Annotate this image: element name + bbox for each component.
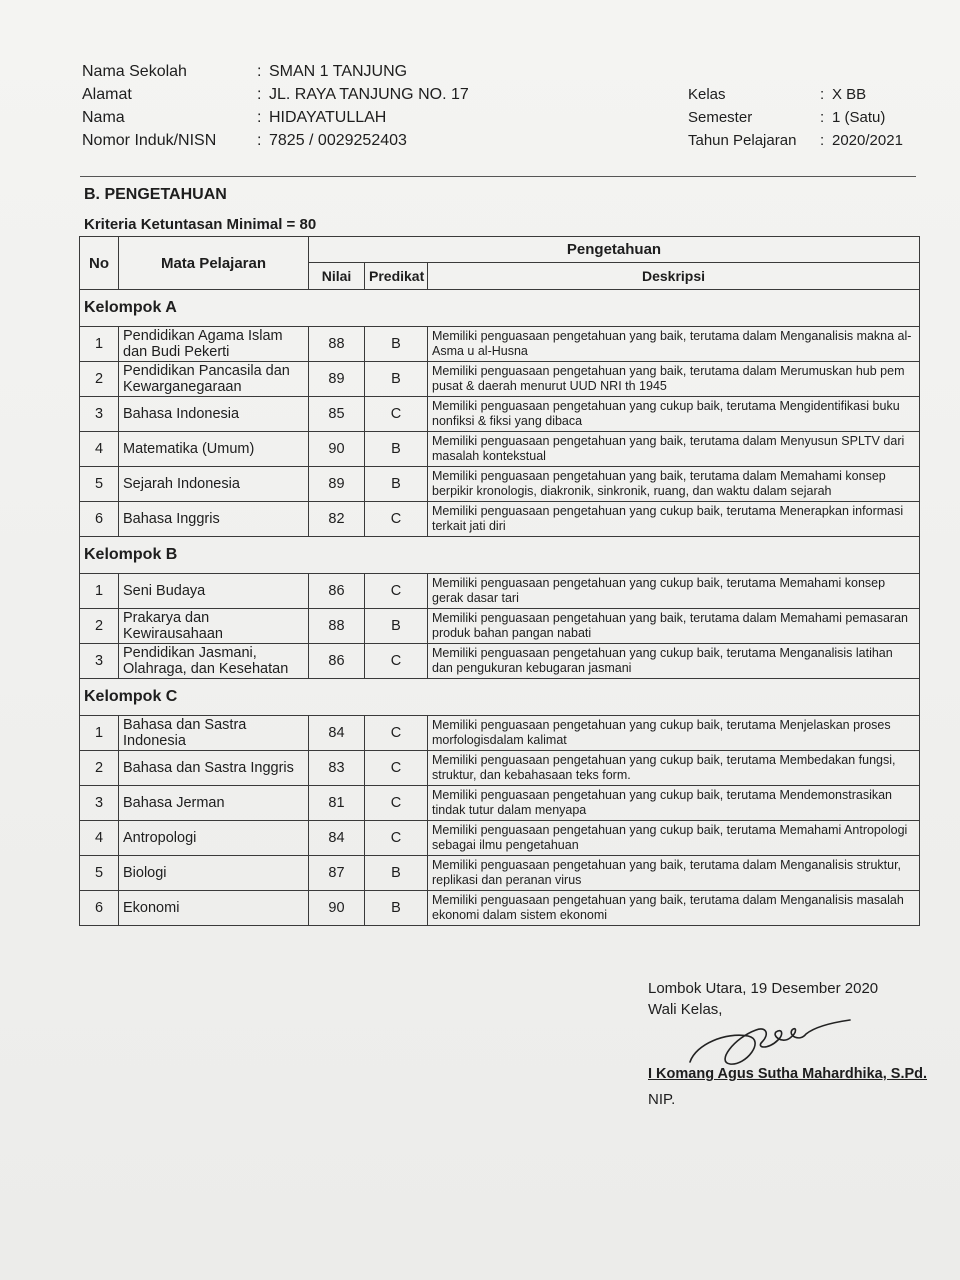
- score-value: 85: [309, 397, 365, 432]
- predicate-value: C: [365, 716, 428, 751]
- description-text: Memiliki penguasaan pengetahuan yang cukup baik, terutama Mengidentifikasi buku nonfiksi & fiksi yang dibaca: [428, 397, 920, 432]
- row-number: 2: [80, 751, 119, 786]
- subject-name: Pendidikan Jasmani, Olahraga, dan Kesehatan: [119, 644, 309, 679]
- table-row: [80, 751, 920, 786]
- info-colon: :: [257, 108, 262, 126]
- table-row: [80, 821, 920, 856]
- kkm-value: 80: [299, 216, 317, 233]
- description-text: Memiliki penguasaan pengetahuan yang baik, terutama dalam Menganalisis makna al-Asma u al-Husna: [428, 327, 920, 362]
- info-label: Nomor Induk/NISN: [82, 131, 217, 149]
- description-text: Memiliki penguasaan pengetahuan yang cukup baik, terutama Menganalisis latihan dan pengukuran kebugaran jasmani: [428, 644, 920, 679]
- place-date: Lombok Utara, 19 Desember 2020: [648, 980, 879, 997]
- info-value: 7825 / 0029252403: [269, 131, 407, 149]
- info-row-name: [82, 106, 469, 129]
- student-info: [82, 60, 469, 152]
- subject-name: Antropologi: [119, 821, 309, 856]
- subject-name: Seni Budaya: [119, 574, 309, 609]
- table-row: [80, 574, 920, 609]
- signer-role: Wali Kelas,: [648, 1001, 723, 1018]
- score-value: 82: [309, 502, 365, 537]
- section-title: B. PENGETAHUAN: [84, 186, 227, 203]
- row-number: 6: [80, 502, 119, 537]
- subject-name: Pendidikan Agama Islam dan Budi Pekerti: [119, 327, 309, 362]
- row-number: 3: [80, 397, 119, 432]
- info-row-school: [82, 60, 469, 83]
- info-colon: :: [820, 132, 825, 149]
- predicate-value: B: [365, 856, 428, 891]
- score-value: 87: [309, 856, 365, 891]
- predicate-value: C: [365, 821, 428, 856]
- row-number: 1: [80, 716, 119, 751]
- header-no: No: [80, 237, 119, 290]
- table-row: [80, 362, 920, 397]
- header-subject: Mata Pelajaran: [119, 237, 309, 290]
- table-row: [80, 786, 920, 821]
- description-text: Memiliki penguasaan pengetahuan yang cukup baik, terutama Membedakan fungsi, struktur, dan kebahasaan teks form.: [428, 751, 920, 786]
- info-row-semester: [688, 106, 903, 129]
- kkm-label: Kriteria Ketuntasan Minimal =: [84, 216, 296, 233]
- info-colon: :: [257, 85, 262, 103]
- table-row: [80, 432, 920, 467]
- score-value: 86: [309, 644, 365, 679]
- table-row: [80, 716, 920, 751]
- table-row: [80, 856, 920, 891]
- predicate-value: B: [365, 327, 428, 362]
- table-row: [80, 891, 920, 926]
- group-row: [80, 537, 920, 574]
- subject-name: Prakarya dan Kewirausahaan: [119, 609, 309, 644]
- info-row-address: [82, 83, 469, 106]
- subject-name: Biologi: [119, 856, 309, 891]
- handwritten-signature: [686, 1014, 856, 1070]
- subject-name: Bahasa Jerman: [119, 786, 309, 821]
- info-label: Tahun Pelajaran: [688, 132, 797, 149]
- grades-body: [80, 290, 920, 926]
- info-value: JL. RAYA TANJUNG NO. 17: [269, 85, 469, 103]
- info-label: Nama: [82, 108, 125, 126]
- subject-name: Bahasa dan Sastra Inggris: [119, 751, 309, 786]
- header-divider: [80, 176, 916, 177]
- predicate-value: B: [365, 467, 428, 502]
- info-value: HIDAYATULLAH: [269, 108, 387, 126]
- predicate-value: C: [365, 397, 428, 432]
- subject-name: Bahasa Inggris: [119, 502, 309, 537]
- group-row: [80, 290, 920, 327]
- info-colon: :: [820, 86, 825, 103]
- info-value: 1 (Satu): [832, 109, 886, 126]
- predicate-value: C: [365, 502, 428, 537]
- description-text: Memiliki penguasaan pengetahuan yang cukup baik, terutama Menerapkan informasi terkait jati diri: [428, 502, 920, 537]
- signer-name: I Komang Agus Sutha Mahardhika, S.Pd.: [648, 1066, 928, 1082]
- group-row: [80, 679, 920, 716]
- group-label: Kelompok C: [80, 679, 920, 716]
- score-value: 89: [309, 467, 365, 502]
- predicate-value: C: [365, 644, 428, 679]
- row-number: 3: [80, 786, 119, 821]
- row-number: 2: [80, 609, 119, 644]
- predicate-value: B: [365, 432, 428, 467]
- score-value: 90: [309, 891, 365, 926]
- description-text: Memiliki penguasaan pengetahuan yang baik, terutama dalam Menganalisis struktur, replikasi dan peranan virus: [428, 856, 920, 891]
- subject-name: Matematika (Umum): [119, 432, 309, 467]
- info-colon: :: [820, 109, 825, 126]
- info-row-nisn: [82, 129, 469, 152]
- score-value: 90: [309, 432, 365, 467]
- score-value: 84: [309, 821, 365, 856]
- header-predicate: Predikat: [365, 263, 428, 290]
- predicate-value: B: [365, 362, 428, 397]
- kkm-line: [84, 216, 316, 233]
- row-number: 4: [80, 821, 119, 856]
- class-info: [688, 83, 903, 152]
- info-label: Kelas: [688, 86, 726, 103]
- score-value: 89: [309, 362, 365, 397]
- row-number: 4: [80, 432, 119, 467]
- header-score: Nilai: [309, 263, 365, 290]
- table-row: [80, 644, 920, 679]
- table-row: [80, 467, 920, 502]
- info-value: SMAN 1 TANJUNG: [269, 62, 408, 80]
- header-knowledge: Pengetahuan: [309, 237, 920, 263]
- row-number: 5: [80, 467, 119, 502]
- info-value: X BB: [832, 86, 867, 103]
- info-value: 2020/2021: [832, 132, 903, 149]
- subject-name: Ekonomi: [119, 891, 309, 926]
- description-text: Memiliki penguasaan pengetahuan yang baik, terutama dalam Memahami pemasaran produk bahan pangan nabati: [428, 609, 920, 644]
- subject-name: Pendidikan Pancasila dan Kewarganegaraan: [119, 362, 309, 397]
- info-colon: :: [257, 62, 262, 80]
- predicate-value: C: [365, 574, 428, 609]
- predicate-value: B: [365, 609, 428, 644]
- description-text: Memiliki penguasaan pengetahuan yang baik, terutama dalam Memahami konsep berpikir kronologis, diakronik, sinkronik, ruang, dan waktu dalam sejarah: [428, 467, 920, 502]
- grades-table: [79, 236, 920, 926]
- score-value: 88: [309, 609, 365, 644]
- predicate-value: C: [365, 786, 428, 821]
- subject-name: Bahasa dan Sastra Indonesia: [119, 716, 309, 751]
- score-value: 88: [309, 327, 365, 362]
- description-text: Memiliki penguasaan pengetahuan yang cukup baik, terutama Mendemonstrasikan tindak tutur dalam menyapa: [428, 786, 920, 821]
- score-value: 86: [309, 574, 365, 609]
- subject-name: Bahasa Indonesia: [119, 397, 309, 432]
- score-value: 81: [309, 786, 365, 821]
- description-text: Memiliki penguasaan pengetahuan yang cukup baik, terutama Memahami konsep gerak dasar tari: [428, 574, 920, 609]
- subject-name: Sejarah Indonesia: [119, 467, 309, 502]
- signer-nip: NIP.: [648, 1091, 676, 1108]
- info-colon: :: [257, 131, 262, 149]
- group-label: Kelompok A: [80, 290, 920, 327]
- info-label: Nama Sekolah: [82, 62, 187, 80]
- score-value: 84: [309, 716, 365, 751]
- predicate-value: C: [365, 751, 428, 786]
- row-number: 6: [80, 891, 119, 926]
- info-row-class: [688, 83, 903, 106]
- description-text: Memiliki penguasaan pengetahuan yang cukup baik, terutama Memahami Antropologi sebagai ilmu pengetahuan: [428, 821, 920, 856]
- row-number: 5: [80, 856, 119, 891]
- table-row: [80, 609, 920, 644]
- description-text: Memiliki penguasaan pengetahuan yang baik, terutama dalam Merumuskan hub pem pusat & daerah menurut UUD NRI th 1945: [428, 362, 920, 397]
- info-label: Alamat: [82, 85, 132, 103]
- header-description: Deskripsi: [428, 263, 920, 290]
- description-text: Memiliki penguasaan pengetahuan yang baik, terutama dalam Menganalisis masalah ekonomi dalam sistem ekonomi: [428, 891, 920, 926]
- table-row: [80, 502, 920, 537]
- row-number: 1: [80, 574, 119, 609]
- score-value: 83: [309, 751, 365, 786]
- row-number: 1: [80, 327, 119, 362]
- info-row-year: [688, 129, 903, 152]
- table-row: [80, 397, 920, 432]
- description-text: Memiliki penguasaan pengetahuan yang baik, terutama dalam Menyusun SPLTV dari masalah kontekstual: [428, 432, 920, 467]
- info-label: Semester: [688, 109, 753, 126]
- predicate-value: B: [365, 891, 428, 926]
- row-number: 3: [80, 644, 119, 679]
- table-row: [80, 327, 920, 362]
- row-number: 2: [80, 362, 119, 397]
- description-text: Memiliki penguasaan pengetahuan yang cukup baik, terutama Menjelaskan proses morfologisdalam kalimat: [428, 716, 920, 751]
- group-label: Kelompok B: [80, 537, 920, 574]
